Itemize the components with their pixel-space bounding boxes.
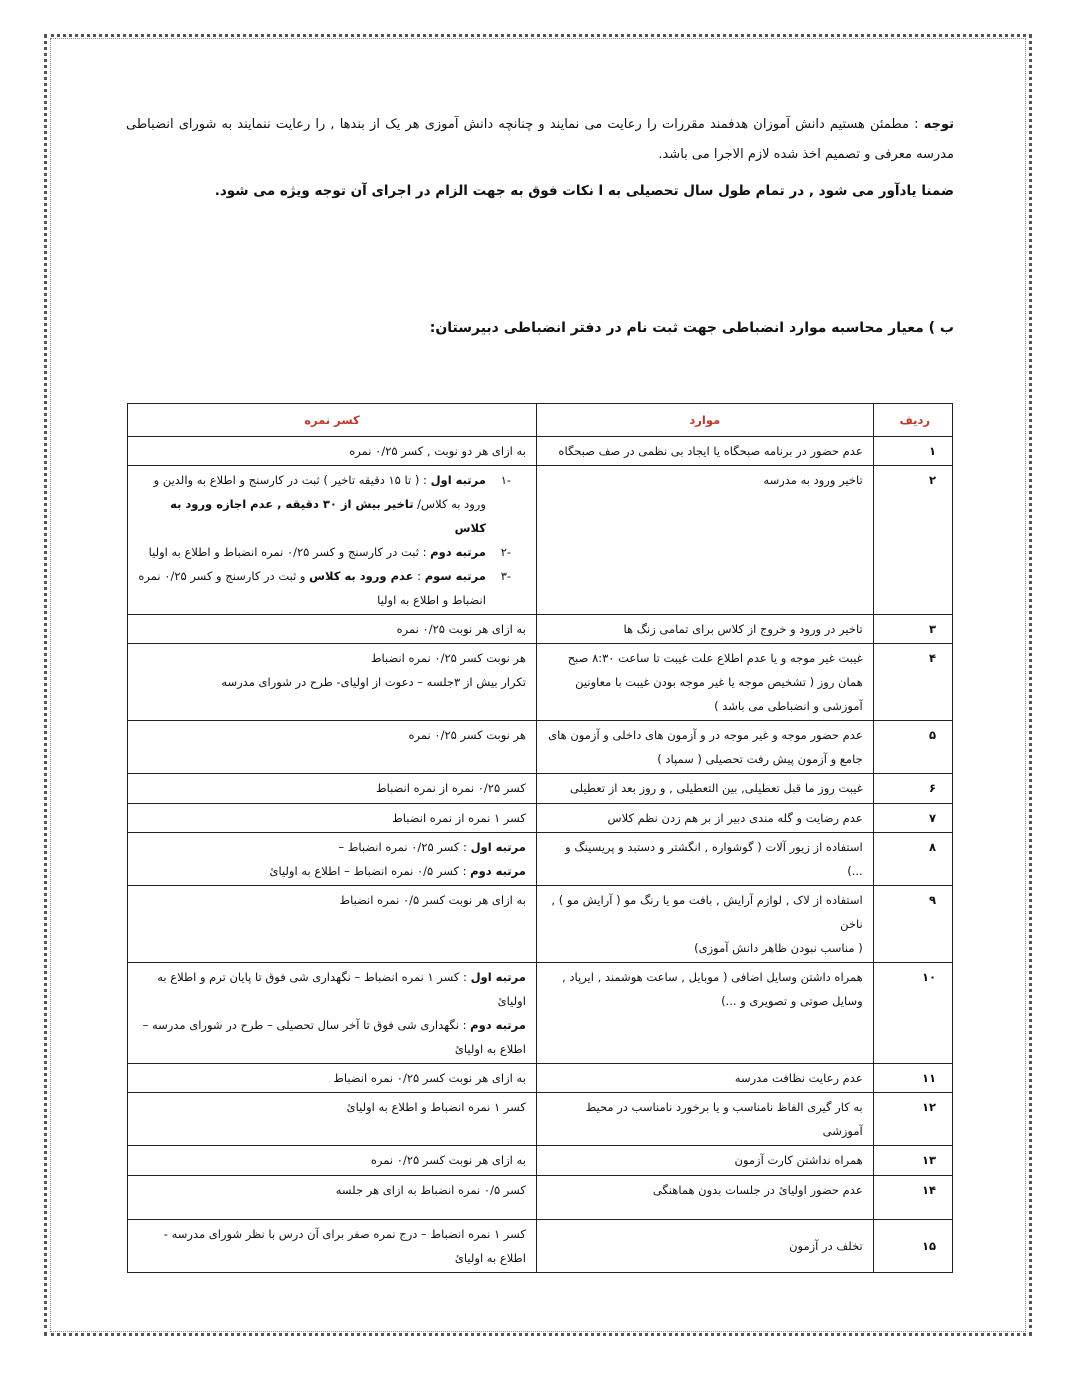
table-row — [128, 1146, 953, 1176]
row-item: همراه داشتن وسایل اضافی ( موبایل , ساعت هوشمند , ایرپاد , وسایل صوتی و تصویری و ...) — [536, 963, 873, 1064]
row-item: عدم حضور در برنامه صبحگاه یا ایجاد بی نظمی در صف صبحگاه — [536, 437, 873, 466]
section-title: ب ) معیار محاسبه موارد انضباطی جهت ثبت نام در دفتر انضباطی دبیرستان: — [429, 320, 954, 336]
item-line: استفاده از لاک , لوازم آرایش , بافت مو یا رنگ مو ( آرایش مو ) , ناخن — [551, 893, 863, 931]
row-item: به کار گیری الفاظ نامناسب و یا برخورد نامناسب در محیط آموزشی — [536, 1093, 873, 1146]
row-penalty — [128, 644, 537, 721]
table-row — [128, 644, 953, 721]
table-row — [128, 886, 953, 963]
sub-label: مرتبه اول — [430, 473, 486, 487]
row-number: ۱۴ — [873, 1176, 952, 1220]
row-penalty: کسر ۱ نمره از نمره انضباط — [128, 804, 537, 833]
row-penalty: به ازای هر نوبت کسر ۰/۲۵ نمره — [128, 1146, 537, 1176]
row-item: عدم رضایت و گله مندی دبیر از بر هم زدن نظم کلاس — [536, 804, 873, 833]
table-row — [128, 804, 953, 833]
row-number: ۱۳ — [873, 1146, 952, 1176]
table-row — [128, 1093, 953, 1146]
penalty-sub-item — [138, 468, 526, 540]
sub-text-tail: و ثبت در کارسنج و کسر ۰/۲۵ نمره انضباط و اطلاع به اولیا — [138, 569, 486, 607]
row-number: ۹ — [873, 886, 952, 963]
sub-number: -۳ — [500, 569, 512, 583]
item-line: ( مناسب نبودن ظاهر دانش آموزی) — [694, 941, 863, 955]
table-row — [128, 466, 953, 615]
row-number: ۲ — [873, 466, 952, 615]
row-item: عدم حضور موجه و غیر موجه در و آزمون های داخلی و آزمون های جامع و آزمون پیش رفت تحصیلی ( سمپاد ) — [536, 721, 873, 774]
table-row — [128, 833, 953, 886]
row-penalty: به ازای هر دو نوبت , کسر ۰/۲۵ نمره — [128, 437, 537, 466]
row-penalty: کسر ۰/۵ نمره انضباط به ازای هر جلسه — [128, 1176, 537, 1220]
row-penalty — [128, 963, 537, 1064]
table-row — [128, 1064, 953, 1093]
reminder-paragraph: ضمنا یادآور می شود , در تمام طول سال تحصیلی به ا نکات فوق به جهت الزام در اجرای آن توجه ویژه می شود. — [214, 183, 954, 199]
row-penalty — [128, 833, 537, 886]
row-number: ۴ — [873, 644, 952, 721]
rank-label: مرتبه دوم — [470, 864, 526, 878]
note-label: توجه — [923, 117, 954, 132]
rank-text: : کسر ۰/۵ نمره انضباط – اطلاع به اولیائ — [269, 864, 471, 878]
row-penalty: کسر ۰/۲۵ نمره از نمره انضباط — [128, 774, 537, 804]
row-number: ۳ — [873, 615, 952, 644]
table-row — [128, 1176, 953, 1220]
penalty-sub-item — [138, 564, 526, 612]
sub-text: : ثبت در کارسنج و کسر ۰/۲۵ نمره انضباط و اطلاع به اولیا — [148, 545, 431, 559]
note-text: : مطمئن هستیم دانش آموزان هدفمند مقررات را رعایت می نمایند و چنانچه دانش آموزی هر یک از بندها , را رعایت ننمایند به شورای انضباطی مدرسه معرفی و تصمیم اخذ شده لازم الاجرا می باشد. — [126, 117, 954, 162]
row-number: ۱۰ — [873, 963, 952, 1064]
row-number: ۶ — [873, 774, 952, 804]
table-row — [128, 437, 953, 466]
sub-number: -۲ — [500, 545, 512, 559]
row-penalty: کسر ۱ نمره انضباط – درج نمره صفر برای آن درس با نظر شورای مدرسه - اطلاع به اولیائ — [128, 1220, 537, 1273]
table-row — [128, 1220, 953, 1273]
document-body — [126, 110, 954, 336]
row-number: ۸ — [873, 833, 952, 886]
row-penalty: به ازای هر نوبت ۰/۲۵ نمره — [128, 615, 537, 644]
row-number: ۵ — [873, 721, 952, 774]
row-number: ۱۵ — [873, 1220, 952, 1273]
header-item: موارد — [536, 404, 873, 437]
row-penalty: کسر ۱ نمره انضباط و اطلاع به اولیائ — [128, 1093, 537, 1146]
row-item — [536, 886, 873, 963]
table-header-row — [128, 404, 953, 437]
table-row — [128, 615, 953, 644]
row-number: ۱۲ — [873, 1093, 952, 1146]
row-item: عدم رعایت نظافت مدرسه — [536, 1064, 873, 1093]
rank-label: مرتبه اول — [470, 840, 526, 854]
sub-text: : — [413, 569, 425, 583]
sub-emphasis: عدم ورود به کلاس — [309, 569, 414, 583]
row-item: تاخیر در ورود و خروج از کلاس برای تمامی زنگ ها — [536, 615, 873, 644]
row-item: عدم حضور اولیائ در جلسات بدون هماهنگی — [536, 1176, 873, 1220]
table-row — [128, 963, 953, 1064]
row-number: ۱ — [873, 437, 952, 466]
row-number: ۷ — [873, 804, 952, 833]
table-row — [128, 721, 953, 774]
sub-text: : ( تا ۱۵ دقیقه تاخیر ) ثبت در کارسنج و اطلاع به والدین و ورود به کلاس/ — [153, 473, 486, 511]
rank-text: : کسر ۰/۲۵ نمره انضباط – — [338, 840, 471, 854]
row-penalty: به ازای هر نوبت کسر ۰/۵ نمره انضباط — [128, 886, 537, 963]
row-penalty — [128, 466, 537, 615]
row-item: غیبت روز ما قبل تعطیلی, بین التعطیلی , و روز بعد از تعطیلی — [536, 774, 873, 804]
header-row-number: ردیف — [873, 404, 952, 437]
row-item: تاخیر ورود به مدرسه — [536, 466, 873, 615]
note-paragraph — [126, 110, 954, 170]
rank-label: مرتبه اول — [470, 970, 526, 984]
sub-number: -۱ — [500, 473, 512, 487]
sub-label: مرتبه سوم — [424, 569, 486, 583]
penalty-line: تکرار بیش از ۳جلسه – دعوت از اولیای- طرح در شورای مدرسه — [221, 675, 526, 689]
row-item: استفاده از زیور آلات ( گوشواره , انگشتر و دستبد و پریسینگ و ...) — [536, 833, 873, 886]
row-penalty: به ازای هر نوبت کسر ۰/۲۵ نمره انضباط — [128, 1064, 537, 1093]
header-penalty: کسر نمره — [128, 404, 537, 437]
row-item: همراه نداشتن کارت آزمون — [536, 1146, 873, 1176]
sub-emphasis: تاخیر بیش از ۳۰ دقیقه , عدم اجازه ورود به کلاس — [170, 497, 486, 535]
rank-label: مرتبه دوم — [470, 1018, 526, 1032]
penalty-sub-item — [138, 540, 526, 564]
sub-label: مرتبه دوم — [430, 545, 486, 559]
row-item: تخلف در آزمون — [536, 1220, 873, 1273]
discipline-table — [127, 403, 953, 1273]
penalty-line: هر نوبت کسر ۰/۲۵ نمره انضباط — [370, 651, 526, 665]
rank-text: : کسر ۱ نمره انضباط – نگهداری شی فوق تا پایان ترم و اطلاع به اولیائ — [157, 970, 526, 1008]
rank-text: : نگهداری شی فوق تا آخر سال تحصیلی – طرح در شورای مدرسه – اطلاع به اولیائ — [142, 1018, 526, 1056]
row-item: غیبت غیر موجه و یا عدم اطلاع علت غیبت تا ساعت ۸:۳۰ صبح همان روز ( تشخیص موجه یا غیر موجه بودن غیبت با معاونین آموزشی و انضباطی می باشد ) — [536, 644, 873, 721]
row-number: ۱۱ — [873, 1064, 952, 1093]
table-row — [128, 774, 953, 804]
row-penalty: هر نوبت کسر ۰/۲۵ نمره — [128, 721, 537, 774]
